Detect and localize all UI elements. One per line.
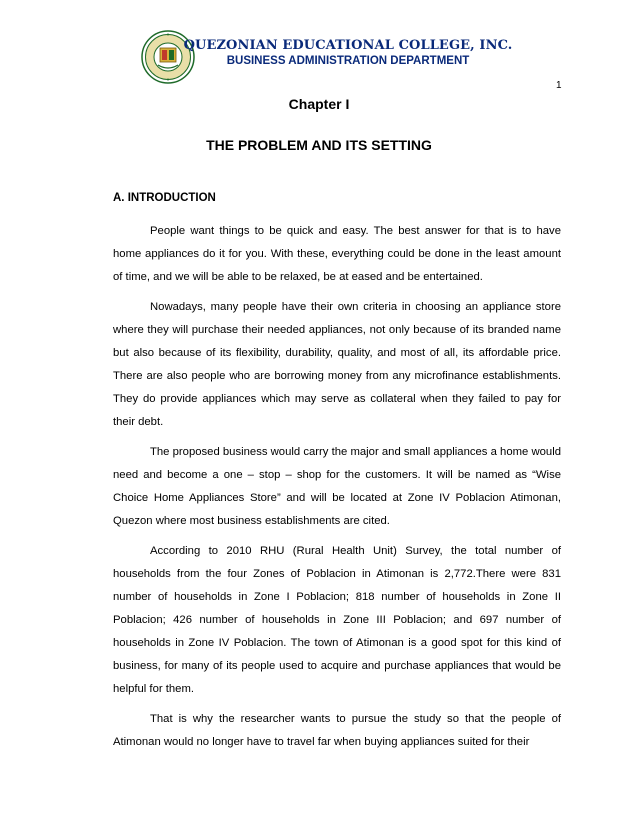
paragraph: People want things to be quick and easy. The best answer for that is to have home appliances do it for you. With these, everything could be done in the least amount of time, and we will be able to be relaxed, be at eased and be entertained. [113, 225, 561, 283]
department-name: BUSINESS ADMINISTRATION DEPARTMENT [226, 55, 470, 67]
chapter-title: Chapter I [288, 96, 350, 112]
paragraph: The proposed business would carry the major and small appliances a home would need and become a one – stop – shop for the customers. It will be named as “Wise Choice Home Appliances Store” and will be located at Zone IV Poblacion Atimonan, Quezon where most business establishments are cited. [113, 446, 561, 527]
section-heading: A. INTRODUCTION [113, 192, 216, 204]
body-text [113, 220, 561, 761]
college-name: QUEZONIAN EDUCATIONAL COLLEGE, INC. [183, 38, 513, 53]
paragraph: That is why the researcher wants to pursue the study so that the people of Atimonan would no longer have to travel far when buying appliances suited for their [113, 713, 561, 748]
page-number: 1 [556, 80, 562, 91]
paragraph: Nowadays, many people have their own criteria in choosing an appliance store where they will purchase their needed appliances, not only because of its branded name but also because of its flexibility, durability, quality, and most of all, its affordable price. There are also people who are borrowing money from any microfinance establishments. They do provide appliances which may serve as collateral when they failed to pay for their debt. [113, 301, 561, 428]
letterhead [0, 0, 638, 80]
chapter-subtitle: THE PROBLEM AND ITS SETTING [206, 137, 432, 153]
paragraph: According to 2010 RHU (Rural Health Unit) Survey, the total number of households from the four Zones of Poblacion in Atimonan is 2,772.There were 831 number of households in Zone I Poblacion; 818 number of households in Zone II Poblacion; 426 number of households in Zone III Poblacion; and 697 number of households in Zone IV Poblacion. The town of Atimonan is a good spot for this kind of business, for many of its people used to acquire and purchase appliances that would be helpful for them. [113, 545, 561, 695]
